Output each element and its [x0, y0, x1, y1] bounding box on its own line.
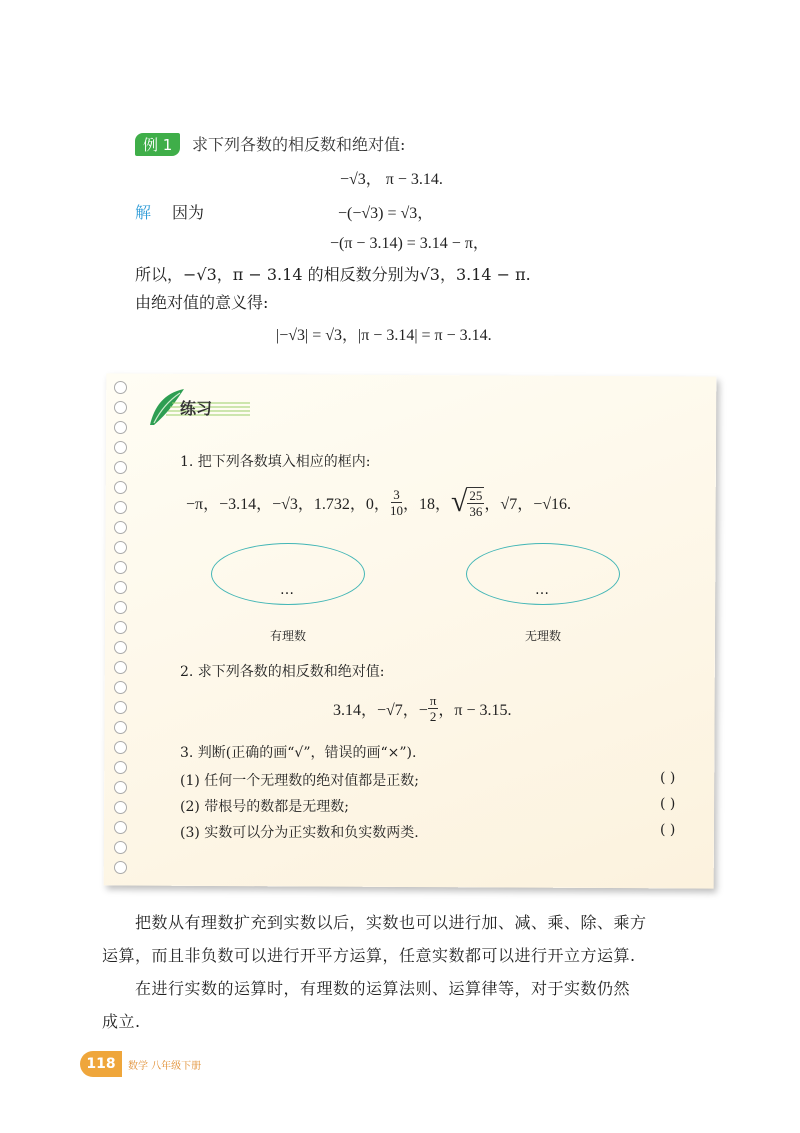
binding-ring — [114, 821, 127, 834]
solution-line-1: −(−√3) = √3， — [338, 205, 434, 222]
example-given: −√3， π − 3.14. — [340, 171, 443, 188]
binding-ring — [114, 741, 127, 754]
binding-ring — [114, 841, 127, 854]
binding-ring — [114, 781, 127, 794]
binding-ring — [114, 661, 127, 674]
q1-nums-b: ，18， — [402, 495, 451, 513]
binding-ring — [114, 761, 127, 774]
binding-ring — [114, 561, 127, 574]
binding-ring — [114, 861, 127, 874]
fraction-numerator: 3 — [393, 486, 400, 502]
binding-ring — [114, 701, 127, 714]
q3-item-3: (3) 实数可以分为正实数和负实数两类. — [180, 825, 419, 841]
solution-label: 解 — [135, 203, 152, 222]
binding-ring — [114, 621, 127, 634]
binding-ring — [114, 421, 127, 434]
solution-so: 所以，−√3，π − 3.14 的相反数分别为√3，3.14 − π. — [135, 265, 531, 284]
q1-numbers — [186, 482, 571, 522]
body-p1-line1: 把数从有理数扩充到实数以后，实数也可以进行加、减、乘、除、乘方 — [135, 913, 647, 932]
binding-ring — [114, 381, 127, 394]
irrational-set-caption: 无理数 — [525, 629, 562, 643]
q3-item-2-answer-box[interactable]: ( ) — [660, 796, 676, 812]
irrational-set-dots: … — [535, 582, 549, 598]
fraction-numerator: π — [429, 692, 437, 708]
page-number: 118 — [80, 1051, 122, 1077]
binding-ring — [114, 721, 127, 734]
binding-ring — [114, 681, 127, 694]
binding-ring — [114, 461, 127, 474]
binding-ring — [114, 801, 127, 814]
sqrt-denominator: 36 — [469, 503, 483, 519]
q1-nums-a: −π，−3.14，−√3，1.732，0， — [186, 495, 390, 513]
practice-title: 练习 — [180, 399, 213, 418]
body-p1-line2: 运算，而且非负数可以进行开平方运算，任意实数都可以进行开立方运算. — [102, 946, 636, 965]
binding-ring — [114, 401, 127, 414]
binding-ring — [114, 501, 127, 514]
example-badge: 例 1 — [135, 133, 180, 156]
binding-ring — [114, 481, 127, 494]
body-p2-line1: 在进行实数的运算时，有理数的运算法则、运算律等，对于实数仍然 — [135, 979, 631, 998]
example-prompt: 求下列各数的相反数和绝对值: — [192, 135, 406, 154]
q1-fraction — [390, 488, 403, 517]
binding-ring — [114, 521, 127, 534]
solution-abs-line: |−√3| = √3，|π − 3.14| = π − 3.14. — [276, 327, 492, 344]
because-text: 因为 — [172, 203, 205, 222]
q3-item-1: (1) 任何一个无理数的绝对值都是正数; — [180, 773, 419, 789]
binding-ring — [114, 601, 127, 614]
q3-label: 3. 判断(正确的画“√”，错误的画“×”). — [180, 745, 417, 761]
q1-nums-c: ，√7，−√16. — [484, 495, 572, 513]
binding-ring — [114, 581, 127, 594]
q3-item-3-answer-box[interactable]: ( ) — [660, 822, 676, 838]
radical-sign-icon: √ — [450, 485, 468, 518]
q2-nums-b: ，π − 3.15. — [438, 701, 512, 719]
rational-set-caption: 有理数 — [270, 629, 307, 643]
q2-numbers — [333, 688, 512, 728]
body-p2-line2: 成立. — [102, 1012, 141, 1031]
q3-item-2: (2) 带根号的数都是无理数; — [180, 799, 349, 815]
binding-ring — [114, 541, 127, 554]
fraction-denominator: 10 — [389, 502, 403, 518]
fraction-denominator: 2 — [429, 708, 437, 724]
book-title: 数学 八年级下册 — [128, 1061, 202, 1072]
binding-ring — [114, 441, 127, 454]
q2-fraction — [428, 694, 439, 723]
binding-ring — [114, 641, 127, 654]
q1-label: 1. 把下列各数填入相应的框内: — [180, 454, 371, 470]
solution-line-2: −(π − 3.14) = 3.14 − π， — [330, 235, 489, 252]
q3-item-1-answer-box[interactable]: ( ) — [660, 770, 676, 786]
solution-by-def: 由绝对值的意义得: — [135, 293, 269, 312]
q2-nums-a: 3.14，−√7，− — [333, 701, 428, 719]
sqrt-numerator: 25 — [469, 487, 483, 503]
rational-set-dots: … — [280, 582, 294, 598]
q1-sqrt-fraction — [467, 487, 484, 518]
q2-label: 2. 求下列各数的相反数和绝对值: — [180, 664, 385, 680]
